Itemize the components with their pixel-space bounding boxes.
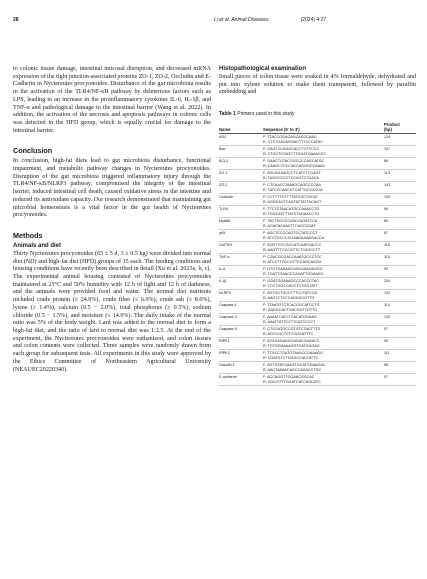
forward-primer: F: CTCAACCTAAAGCAGCCCCAA: [263, 182, 321, 187]
product-size: 143: [384, 182, 416, 194]
primer-sequences: [263, 170, 384, 182]
forward-primer: F: GAGTCCAGGCACCTCTTCCC: [263, 146, 320, 151]
reverse-primer: R: AAGTTTCCCGTTCTCAGCCTT: [263, 247, 321, 252]
forward-primer: F: TTCTCTAACATGCCAAACCTG: [263, 206, 320, 211]
table-row: [219, 146, 416, 158]
forward-primer: F: AGCAGAAGCCTCATCTCCAGT: [263, 170, 321, 175]
primer-sequences: [263, 338, 384, 350]
reverse-primer: R: ATCCTTGCCCTTCCAGCAGGG: [263, 259, 322, 264]
product-size: 96: [384, 206, 416, 218]
discussion-paragraph: to colonic tissue damage, intestinal mucosal disruption, and decreased mRNA expression of the tight junction-associated proteins ZO-1, ZO-2, Occludin and E-Cadherin in Nyctereutes procyonoides. Disturbance of the gut microbiota results in the activation of the TLR4/NF-κB pathway by deleterious factors such as LPS, leading to an increase in the proinflammatory cytokines IL-6, IL-1β, and TNF-α and pathological damage to the intestinal barrier (Wang et al. 2022). In addition, the activation of the necrosis and apoptosis pathways in colonic cells was detected in the HFD group, which is equally crucial for damage to the intestinal barrier.: [13, 66, 211, 134]
primer-sequences: [263, 194, 384, 206]
gene-name: Caspase-3: [219, 314, 263, 326]
primer-sequences: [263, 146, 384, 158]
table-row: [219, 374, 416, 386]
gene-name: Il-1β: [219, 278, 263, 290]
primer-table: [219, 121, 416, 386]
reverse-primer: R: GGCGTTTGGATCATCAGCATC: [263, 379, 321, 384]
table-row: [219, 182, 416, 194]
gene-name: ZO-2: [219, 182, 263, 194]
gene-name: TLR4: [219, 206, 263, 218]
gene-name: IL-6: [219, 266, 263, 278]
primer-sequences: [263, 158, 384, 170]
gene-name: E-cadherin: [219, 374, 263, 386]
table-row: [219, 302, 416, 314]
reverse-primer: R: TAGGCCCCTCCAGTCTGACA: [263, 175, 319, 180]
gene-name: RIPK1: [219, 338, 263, 350]
reverse-primer: R: GAGGCACTGACGGTTGTTG: [263, 307, 318, 312]
reverse-primer: R: ATCTGCCCCGAAGAAAAGACCA: [263, 235, 324, 240]
table-row: [219, 326, 416, 338]
table-row: [219, 170, 416, 182]
product-size: 89: [384, 158, 416, 170]
reverse-primer: R: CGATGTCTGGGCCACTATTC: [263, 355, 319, 360]
forward-primer: F: GGATGGAAAGCCCACCCTAC: [263, 278, 319, 283]
product-size: 113: [384, 170, 416, 182]
header-product-label: Product: [384, 122, 400, 128]
gene-name: Myd88: [219, 218, 263, 230]
reverse-primer: R: CAAGCTCCCACCAGGGCCAAAC: [263, 163, 326, 168]
table-row: [219, 290, 416, 302]
product-size: 204: [384, 278, 416, 290]
forward-primer: F: GTGTGAAAGCAGCAAAGAGGG: [263, 266, 323, 271]
product-size: 97: [384, 374, 416, 386]
reverse-primer: R: TGGCATTTTATGTAGAACCTG: [263, 211, 320, 216]
table-label: Table 1: [219, 111, 236, 118]
header-sequence: Sequence (5' to 3'): [263, 121, 384, 134]
product-size: 124: [384, 134, 416, 146]
year-volume: (2024) 4:27: [300, 17, 327, 23]
primer-table-body: [219, 134, 416, 386]
conclusion-heading: Conclusion: [13, 146, 53, 156]
table-row: [219, 206, 416, 218]
table-row: [219, 254, 416, 266]
table-row: [219, 242, 416, 254]
product-size: 93: [384, 266, 416, 278]
animals-diet-paragraph: Thirty Nyctereutes procyonoides (65 ± 5 d, 3 ± 0.5 kg) were divided into normal diet (ND) and high-fat diet (HFD) groups of 15 each. The feeding conditions and housing conditions have recently been described in detail (Xu et al. 2023a, b, c). The experimental animal housing consisted of Nyctereutes procyonoides maintained at 25°C and 50% humidity with 12 h of light and 12 h of darkness, and the animals were provided food and water. The normal diet nutrients included crude protein (≥ 24.0%), crude fiber (≤ 6.0%), crude ash (≤ 8.0%), lysine (≥ 1.4%), calcium (0.5 − 2.0%), total phosphorus (≥ 0.5%), sodium chloride (0.5 − 1.5%), and moisture (≤ 14.0%). The daily intake of the normal ratio was 5% of the body weight. Lard was added to the normal diet to form a high-fat diet, and the ratio of lard to normal diet was 1:2.5. At the end of the experiment, the Nyctereutes procyonoides were euthanized, and colon tissues and colon contents were collected. Three samples were randomly drawn from each group for subsequent tests. All experiments in this study were approved by the Ethics Committee of Northeastern Agricultural University (NEAUEC20220340).: [13, 250, 211, 373]
primer-sequences: [263, 350, 384, 362]
product-size: 111: [384, 350, 416, 362]
table-row: [219, 314, 416, 326]
primer-sequences: [263, 182, 384, 194]
table-row: [219, 134, 416, 146]
table-row: [219, 230, 416, 242]
product-size: 103: [384, 290, 416, 302]
gene-name: GAPDH: [219, 242, 263, 254]
table-title: Primers used in this study: [237, 111, 295, 118]
forward-primer: F: ATATTGTCGCCATCAATGACCC: [263, 242, 322, 247]
gene-name: Caspase-9: [219, 326, 263, 338]
gene-name: TNF-α: [219, 254, 263, 266]
gene-name: Caspase-1: [219, 302, 263, 314]
table-row: [219, 266, 416, 278]
table-row: [219, 158, 416, 170]
right-column: [219, 66, 416, 386]
primer-sequences: [263, 314, 384, 326]
header-product-unit: (bp): [384, 127, 392, 133]
left-column: [13, 66, 211, 374]
forward-primer: F: TACTGCCCCAGCGATATCCA: [263, 218, 318, 223]
reverse-primer: R: CTGCTCGATCTTGGATGAAACCC: [263, 151, 326, 156]
reverse-primer: R: CTCTGACAGGACTTTCCCATAC: [263, 139, 323, 144]
product-size: 80: [384, 218, 416, 230]
forward-primer: F: AGTGCTGCCTTTCCTATCGG: [263, 290, 318, 295]
forward-primer: F: AGCTCCCCAGTCCTATCCCT: [263, 230, 318, 235]
primer-sequences: [263, 254, 384, 266]
primer-sequences: [263, 266, 384, 278]
primer-sequences: [263, 230, 384, 242]
reverse-primer: R: ACACACAACTTCAGCCGAT: [263, 223, 316, 228]
gene-name: p65: [219, 230, 263, 242]
reverse-primer: R: TGATTGAACCCAGATTGGAAGC: [263, 271, 324, 276]
product-size: 120: [384, 314, 416, 326]
primer-sequences: [263, 134, 384, 146]
gene-name: Bax: [219, 146, 263, 158]
table-row: [219, 194, 416, 206]
gene-name: RIPK3: [219, 350, 263, 362]
conclusion-paragraph: In conclusion, high-fat diets lead to gut microbiota disturbance, functional impairment, and metabolic pathway changes in Nyctereutes procyonoides. Disruption of the gut microbiota triggered inflammatory injury through the TLR4/NF-κB/NLRP3 pathway, compromised the integrity of the intestinal barrier, induced intestinal cell death, caused oxidative stress in the intestine and reduced its antioxidant capacity. Our research demonstrated that maintaining gut microbial homeostasis is a vital factor in the gut health of Nyctereutes procyonoides.: [13, 158, 211, 219]
table-caption: [219, 111, 416, 117]
running-head: [214, 17, 326, 23]
gene-name: ASC: [219, 134, 263, 146]
forward-primer: F: TTAATGTCTCACGGCATCCTG: [263, 302, 320, 307]
primer-sequences: [263, 374, 384, 386]
primer-sequences: [263, 302, 384, 314]
forward-primer: F: ATGGAGAGGCAGACGAAACC: [263, 338, 320, 343]
reverse-primer: R: AAATTATTCCTTCATCCCCT: [263, 319, 316, 324]
forward-primer: F: CCTTTTGTTTTATCGCTGCAT: [263, 194, 319, 199]
forward-primer: F: TTGCCTGATGTAAACCGAAAGG: [263, 350, 324, 355]
reverse-primer: R: TGTGGAAAAGGTCATGGGAG: [263, 343, 320, 348]
header-name: Name: [219, 121, 263, 134]
methods-heading: Methods: [13, 230, 43, 240]
product-size: 105: [384, 194, 416, 206]
histopathology-heading: Histopathological examination: [219, 66, 307, 72]
forward-primer: F: CTGGATGCCGTGTCTAGTTTG: [263, 326, 321, 331]
gene-name: NLRP3: [219, 290, 263, 302]
forward-primer: F: TTACCGGAGAGCAGCCAAG: [263, 134, 317, 139]
reverse-primer: R: AACTAAAACAGCCAGACCTGC: [263, 367, 322, 372]
forward-primer: F: GAACTGTACGGCCCCAGCATGC: [263, 158, 325, 163]
table-row: [219, 278, 416, 290]
header-product: [384, 121, 416, 134]
forward-primer: F: ACCAGGTTGGAACGGCAC: [263, 374, 315, 379]
product-size: 87: [384, 230, 416, 242]
table-row: [219, 218, 416, 230]
forward-primer: F: AGTGTATGAAGTGCATGGAAGAC: [263, 362, 326, 367]
primer-sequences: [263, 362, 384, 374]
product-size: 114: [384, 302, 416, 314]
table-header-row: [219, 121, 416, 134]
table-row: [219, 338, 416, 350]
reverse-primer: R: TATCCCAACGTCATTGCCACCA: [263, 187, 323, 192]
table-row: [219, 362, 416, 374]
histopathology-paragraph: Small pieces of colon tissue were soaked in 4% formaldehyde, dehydrated and put into xylene solution to make them transparent, followed by paraffin embedding and: [219, 74, 416, 96]
forward-primer: F: CGACGCGACCAAATGCCCTCC: [263, 254, 322, 259]
journal-citation: Li et al. Animal Diseases: [214, 17, 269, 23]
product-size: 97: [384, 326, 416, 338]
gene-name: BCL2: [219, 158, 263, 170]
gene-name: ZO-1: [219, 170, 263, 182]
primer-sequences: [263, 218, 384, 230]
product-size: 107: [384, 146, 416, 158]
animals-diet-heading: Animals and diet: [13, 242, 62, 249]
product-size: 115: [384, 254, 416, 266]
forward-primer: F: AAAATCATCTCACATGGAAG: [263, 314, 317, 319]
gene-name: Claudin-1: [219, 362, 263, 374]
primer-sequences: [263, 278, 384, 290]
reverse-primer: R: AGCCGCTCTTGGGATTTC: [263, 331, 314, 336]
primer-sequences: [263, 242, 384, 254]
reverse-primer: R: TCCTGGCCACCTCTGGTATT: [263, 283, 318, 288]
gene-name: Occludin: [219, 194, 263, 206]
product-size: 116: [384, 242, 416, 254]
product-size: 98: [384, 362, 416, 374]
table-row: [219, 350, 416, 362]
reverse-primer: R: AAGTCTCCCAGGGCGTTG: [263, 295, 315, 300]
reverse-primer: R: AGGCACTCAGTATTATTACAGT: [263, 199, 322, 204]
primer-sequences: [263, 290, 384, 302]
primer-sequences: [263, 326, 384, 338]
page-number: 28: [13, 17, 19, 23]
product-size: 92: [384, 338, 416, 350]
primer-sequences: [263, 206, 384, 218]
